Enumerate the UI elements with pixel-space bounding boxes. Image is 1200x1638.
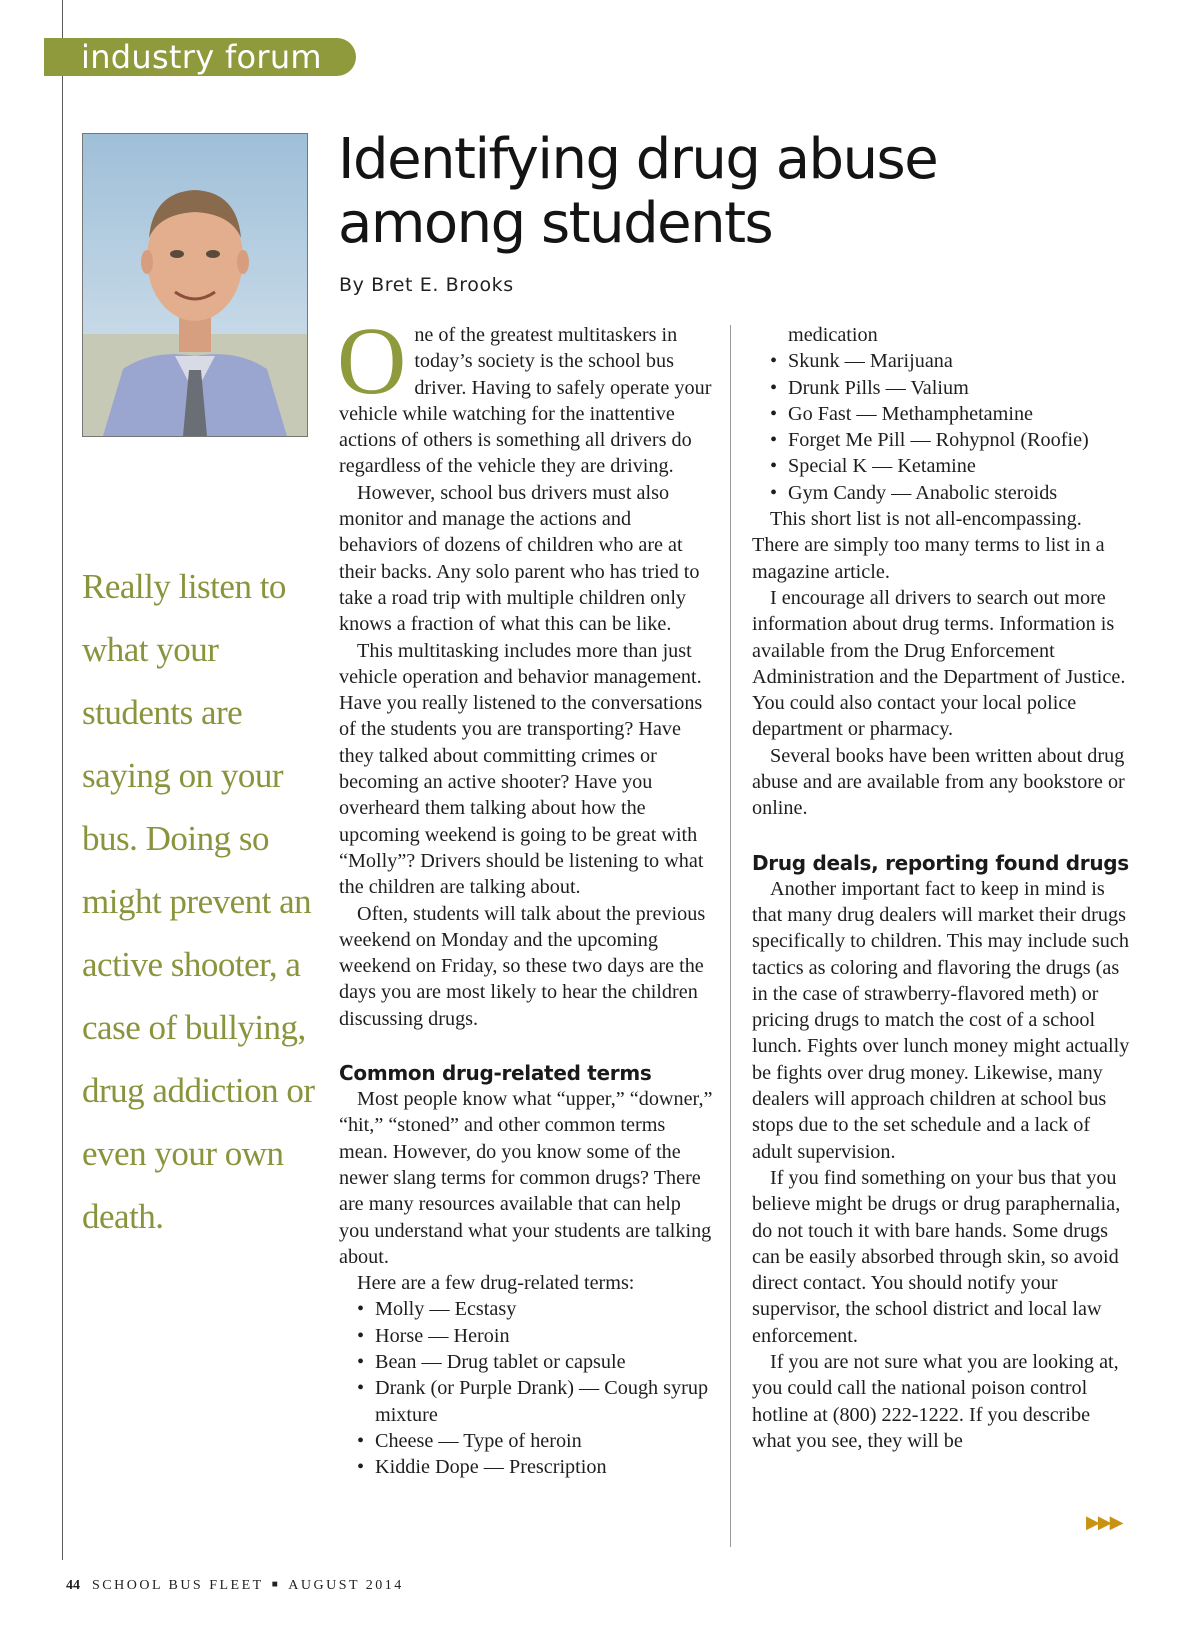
magazine-name: SCHOOL BUS FLEET <box>92 1578 264 1593</box>
list-item: • Bean — Drug tablet or capsule <box>357 1349 714 1375</box>
author-photo <box>82 133 308 437</box>
subhead-drug-deals: Drug deals, reporting found drugs <box>752 850 1129 875</box>
list-item: • Forget Me Pill — Rohypnol (Roofie) <box>770 427 1132 453</box>
text-column-2 <box>752 322 1132 1454</box>
list-item: • Go Fast — Methamphetamine <box>770 401 1132 427</box>
headline-line-2: among students <box>338 191 773 256</box>
paragraph: This short list is not all-encompassing. There are simply too many terms to list in a magazine article. <box>752 508 1105 583</box>
issue-date: AUGUST 2014 <box>288 1578 404 1593</box>
paragraph: If you are not sure what you are looking at, you could call the national poison control hotline at (800) 222-1222. If you describe what you see, they will be <box>752 1350 1119 1452</box>
list-item: • Special K — Ketamine <box>770 453 1132 479</box>
page-footer <box>66 1578 404 1594</box>
separator-icon: ■ <box>271 1579 281 1590</box>
drug-terms-list-continued <box>752 322 1132 506</box>
list-item: • Gym Candy — Anabolic steroids <box>770 480 1132 506</box>
paragraph: If you find something on your bus that you believe might be drugs or drug paraphernalia, do not touch it with bare hands. Some drugs can be easily absorbed through skin, so avoid direct contact. You should notify your supervisor, the school district and local law enforcement. <box>752 1166 1121 1347</box>
headline-line-1: Identifying drug abuse <box>338 127 938 192</box>
list-item: • Kiddie Dope — Prescription <box>357 1454 714 1480</box>
pull-quote: Really listen to what your students are saying on your bus. Doing so might prevent an active shooter, a case of bullying, drug addiction or even your own death. <box>82 567 315 1236</box>
intro-paragraph <box>337 307 714 480</box>
paragraph: This multitasking includes more than just vehicle operation and behavior management. Have you really listened to the conversations of the students you are transporting? Have they talked about committing crimes or becoming an active shooter? Have you overheard them talking about how the upcoming weekend is going to be great with “Molly”? Drivers should be listening to what the children are talking about. <box>339 639 704 899</box>
intro-text: ne of the greatest multitaskers in today’s society is the school bus driver. Having to safely operate your vehicle while watching for the inattentive actions of others is something all drivers do regardless of the vehicle they are driving. <box>339 324 712 478</box>
left-margin-rule <box>62 0 63 1560</box>
section-tab: industry forum <box>44 38 356 76</box>
list-item: • Horse — Heroin <box>357 1323 714 1349</box>
list-item: • Skunk — Marijuana <box>770 348 1132 374</box>
list-item: • Drunk Pills — Valium <box>770 375 1132 401</box>
paragraph: Several books have been written about drug abuse and are available from any bookstore or online. <box>752 744 1125 820</box>
paragraph: Another important fact to keep in mind is that many drug dealers will market their drugs specifically to children. This may include such tactics as coloring and flavoring the drugs (as in the case of strawberry-flavored meth) or pricing drugs to match the cost of a school lunch. Fights over lunch money might actually be fights over drug money. Likewise, many dealers will approach children at school bus stops due to the set schedule and a lack of adult supervision. <box>752 877 1130 1163</box>
list-item: • Molly — Ecstasy <box>357 1296 714 1322</box>
paragraph: However, school bus drivers must also monitor and manage the actions and behaviors of dozens of children who are at their backs. Any solo parent who has tried to take a road trip with multiple children only knows a fraction of what this can be like. <box>339 481 700 636</box>
text-column-1 <box>337 307 714 1480</box>
drop-cap: O <box>337 307 407 414</box>
paragraph: Most people know what “upper,” “downer,” “hit,” “stoned” and other common terms mean. However, do you know some of the newer slang terms for common drugs? There are many resources available that can help you understand what your students are talking about. <box>339 1088 713 1268</box>
subhead-common-terms: Common drug-related terms <box>339 1061 652 1086</box>
page-number: 44 <box>66 1578 80 1593</box>
drug-terms-list <box>339 1296 714 1480</box>
paragraph: Often, students will talk about the previous weekend on Monday and the upcoming weekend on Friday, so these two days are the days you are most likely to hear the children discussing drugs. <box>339 902 706 1030</box>
paragraph: Here are a few drug-related terms: <box>357 1272 635 1295</box>
column-divider <box>730 325 731 1547</box>
list-item-continuation: medication <box>788 324 878 346</box>
continued-arrow-icon: ▶▶▶ <box>1086 1512 1122 1533</box>
paragraph: I encourage all drivers to search out more information about drug terms. Information is available from the Drug Enforcement Administration and the Department of Justice. You could also contact your local police department or pharmacy. <box>752 586 1126 741</box>
article-headline <box>338 128 1138 256</box>
list-item: • Cheese — Type of heroin <box>357 1428 714 1454</box>
byline: By Bret E. Brooks <box>339 274 514 296</box>
list-item: • Drank (or Purple Drank) — Cough syrup mixture <box>357 1375 714 1428</box>
